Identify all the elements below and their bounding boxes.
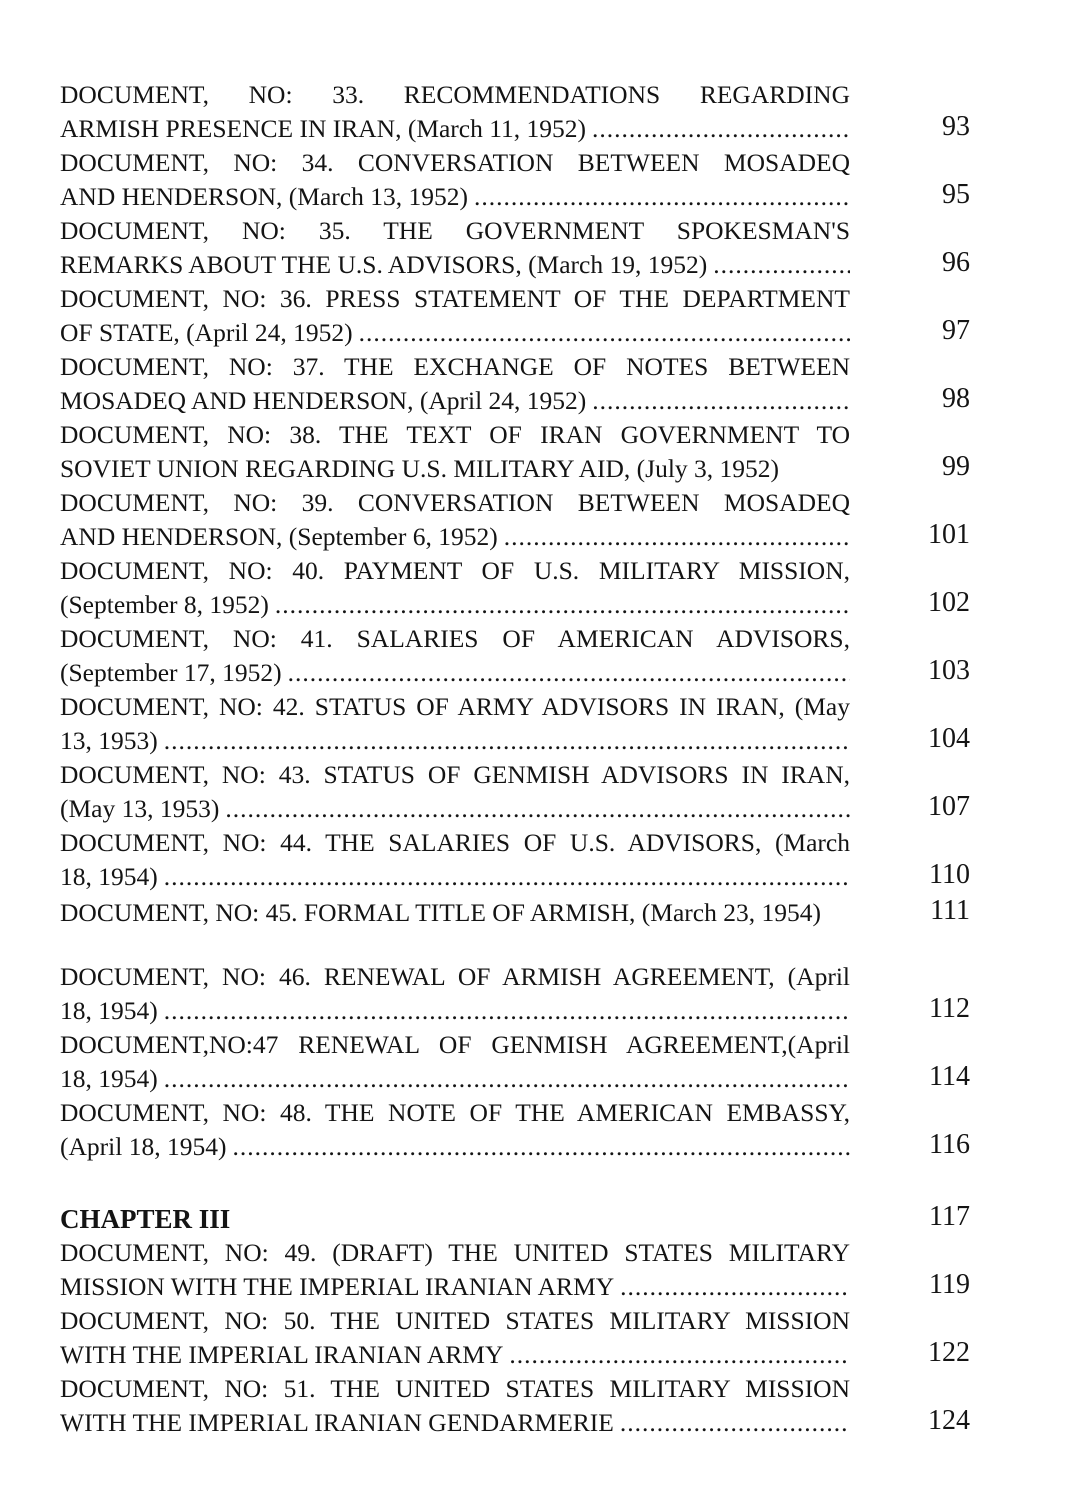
entry-title-line: SOVIET UNION REGARDING U.S. MILITARY AID, (July 3, 1952) (60, 454, 780, 483)
toc-entry-41 (60, 622, 970, 690)
toc-entry-45 (60, 894, 970, 930)
entry-title-line: DOCUMENT, NO: 34. CONVERSATION BETWEEN MOSADEQ (60, 148, 850, 177)
dot-leader (713, 248, 850, 282)
entry-title-line: WITH THE IMPERIAL IRANIAN ARMY (60, 1340, 504, 1369)
page-number: 99 (942, 451, 970, 482)
entry-title-line: (May 13, 1953) (60, 794, 220, 823)
page-number: 103 (928, 655, 970, 686)
entry-title-line: DOCUMENT, NO: 39. CONVERSATION BETWEEN MOSADEQ (60, 488, 850, 517)
dot-leader (474, 180, 850, 214)
page-number: 119 (929, 1269, 970, 1300)
page-number: 95 (942, 179, 970, 210)
entry-title-line: 18, 1954) (60, 996, 158, 1025)
spacer (60, 1164, 970, 1200)
page-number: 112 (929, 993, 970, 1024)
entry-title-line: DOCUMENT, NO: 51. THE UNITED STATES MILITARY MISSION (60, 1374, 850, 1403)
page-number: 111 (930, 895, 970, 926)
dot-leader (288, 656, 850, 690)
chapter-title: CHAPTER III (60, 1204, 231, 1234)
chapter-heading (60, 1200, 970, 1236)
page-number: 97 (942, 315, 970, 346)
toc-entry-51 (60, 1372, 970, 1440)
dot-leader (509, 1338, 850, 1372)
entry-title-line: DOCUMENT, NO: 43. STATUS OF GENMISH ADVISORS IN IRAN, (60, 760, 850, 789)
page-number: 104 (928, 723, 970, 754)
entry-title-line: DOCUMENT, NO: 36. PRESS STATEMENT OF THE DEPARTMENT (60, 284, 850, 313)
entry-title-line: (September 17, 1952) (60, 658, 282, 687)
entry-title-line: AND HENDERSON, (March 13, 1952) (60, 182, 468, 211)
entry-title-line: DOCUMENT, NO: 46. RENEWAL OF ARMISH AGREEMENT, (April (60, 962, 850, 991)
table-of-contents (60, 78, 970, 1440)
entry-title-line: WITH THE IMPERIAL IRANIAN GENDARMERIE (60, 1408, 614, 1437)
entry-title-line: DOCUMENT, NO: 40. PAYMENT OF U.S. MILITARY MISSION, (60, 556, 850, 585)
toc-entry-34 (60, 146, 970, 214)
entry-title-line: AND HENDERSON, (September 6, 1952) (60, 522, 498, 551)
toc-entry-43 (60, 758, 970, 826)
dot-leader (164, 994, 850, 1028)
entry-title-line: DOCUMENT, NO: 41. SALARIES OF AMERICAN ADVISORS, (60, 624, 850, 653)
page-number: 114 (929, 1061, 970, 1092)
page-number: 101 (928, 519, 970, 550)
entry-title-line: DOCUMENT, NO: 35. THE GOVERNMENT SPOKESMAN'S (60, 216, 850, 245)
entry-title-line: 18, 1954) (60, 1064, 158, 1093)
dot-leader (359, 316, 850, 350)
toc-entry-36 (60, 282, 970, 350)
dot-leader (504, 520, 850, 554)
entry-title-line: DOCUMENT,NO:47 RENEWAL OF GENMISH AGREEMENT,(April (60, 1030, 850, 1059)
toc-entry-42 (60, 690, 970, 758)
entry-title-line: DOCUMENT, NO: 38. THE TEXT OF IRAN GOVERNMENT TO (60, 420, 850, 449)
entry-title-line: (April 18, 1954) (60, 1132, 227, 1161)
entry-title-line: 13, 1953) (60, 726, 158, 755)
page-number: 107 (928, 791, 970, 822)
dot-leader (225, 792, 850, 826)
page-number: 102 (928, 587, 970, 618)
page-number: 96 (942, 247, 970, 278)
page-number: 117 (929, 1201, 970, 1232)
spacer (60, 930, 970, 960)
toc-entry-47 (60, 1028, 970, 1096)
page-number: 122 (928, 1337, 970, 1368)
dot-leader (592, 384, 850, 418)
dot-leader (164, 860, 850, 894)
toc-entry-35 (60, 214, 970, 282)
entry-title-line: DOCUMENT, NO: 37. THE EXCHANGE OF NOTES BETWEEN (60, 352, 850, 381)
toc-entry-38 (60, 418, 970, 486)
page-number: 93 (942, 111, 970, 142)
toc-entry-46 (60, 960, 970, 1028)
entry-title-line: REMARKS ABOUT THE U.S. ADVISORS, (March 19, 1952) (60, 250, 708, 279)
dot-leader (592, 112, 850, 146)
entry-title-line: OF STATE, (April 24, 1952) (60, 318, 353, 347)
dot-leader (275, 588, 850, 622)
page-number: 98 (942, 383, 970, 414)
entry-title-line: ARMISH PRESENCE IN IRAN, (March 11, 1952) (60, 114, 587, 143)
page-number: 110 (929, 859, 970, 890)
toc-entry-40 (60, 554, 970, 622)
entry-title-line: DOCUMENT, NO: 45. FORMAL TITLE OF ARMISH, (March 23, 1954) (60, 898, 821, 927)
dot-leader (620, 1406, 850, 1440)
page-number: 116 (929, 1129, 970, 1160)
entry-title-line: DOCUMENT, NO: 44. THE SALARIES OF U.S. ADVISORS, (March (60, 828, 850, 857)
entry-title-line: DOCUMENT, NO: 48. THE NOTE OF THE AMERICAN EMBASSY, (60, 1098, 850, 1127)
entry-title-line: MOSADEQ AND HENDERSON, (April 24, 1952) (60, 386, 587, 415)
dot-leader (164, 1062, 850, 1096)
toc-entry-39 (60, 486, 970, 554)
toc-entry-48 (60, 1096, 970, 1164)
toc-entry-49 (60, 1236, 970, 1304)
dot-leader (620, 1270, 850, 1304)
entry-title-line: DOCUMENT, NO: 49. (DRAFT) THE UNITED STATES MILITARY (60, 1238, 850, 1267)
toc-entry-33 (60, 78, 970, 146)
toc-entry-50 (60, 1304, 970, 1372)
entry-title-line: DOCUMENT, NO: 42. STATUS OF ARMY ADVISORS IN IRAN, (May (60, 692, 850, 721)
entry-title-line: DOCUMENT, NO: 33. RECOMMENDATIONS REGARDING (60, 80, 850, 109)
entry-title-line: MISSION WITH THE IMPERIAL IRANIAN ARMY (60, 1272, 615, 1301)
toc-entry-37 (60, 350, 970, 418)
page-number: 124 (928, 1405, 970, 1436)
toc-entry-44 (60, 826, 970, 894)
dot-leader (232, 1130, 850, 1164)
dot-leader (164, 724, 850, 758)
entry-title-line: 18, 1954) (60, 862, 158, 891)
entry-title-line: DOCUMENT, NO: 50. THE UNITED STATES MILITARY MISSION (60, 1306, 850, 1335)
entry-title-line: (September 8, 1952) (60, 590, 269, 619)
